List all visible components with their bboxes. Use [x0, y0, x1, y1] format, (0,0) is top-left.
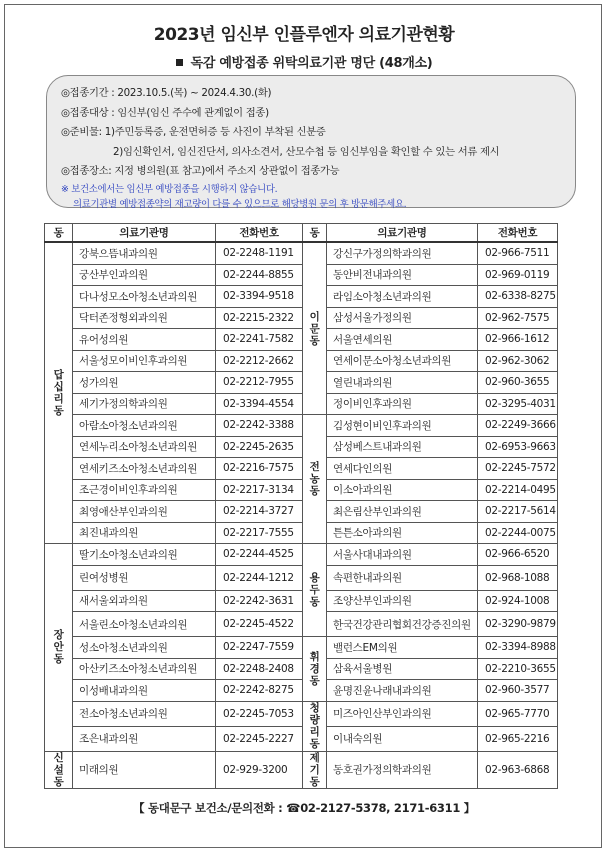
clinic-name-right: 삼육서울병원: [327, 658, 478, 680]
clinic-phone-left: 02-2242-3388: [216, 415, 303, 437]
clinic-name-left: 다나성모소아청소년과의원: [73, 286, 216, 308]
table-row: [45, 479, 558, 501]
clinic-phone-left: 02-2215-2322: [216, 307, 303, 329]
table-row: [45, 393, 558, 415]
clinic-phone-left: 02-3394-4554: [216, 393, 303, 415]
dong-cell-left: [45, 544, 73, 752]
info-place: ◎접종장소: 지정 병의원(표 참고)에서 주소지 상관없이 접종가능: [61, 165, 340, 177]
header-name-left: 의료기관명: [73, 224, 216, 243]
clinic-phone-left: 02-2241-7582: [216, 329, 303, 351]
dong-label: 청량리동: [309, 702, 320, 750]
table-row: [45, 680, 558, 702]
dong-label: 이문동: [309, 310, 320, 347]
dong-label: 장안동: [53, 629, 64, 666]
dong-label: 휘경동: [309, 650, 320, 687]
dong-cell-right: [303, 701, 327, 751]
table-row: [45, 501, 558, 523]
page-subtitle: [0, 52, 608, 71]
clinic-phone-right: 02-2210-3655: [478, 658, 558, 680]
clinic-phone-left: 02-2248-1191: [216, 242, 303, 264]
clinic-name-left: 최진내과의원: [73, 522, 216, 544]
clinic-phone-right: 02-3394-8988: [478, 637, 558, 659]
clinic-phone-right: 02-2245-7572: [478, 458, 558, 480]
clinic-phone-right: 02-6338-8275: [478, 286, 558, 308]
header-name-right: 의료기관명: [327, 224, 478, 243]
clinic-name-left: 강북으뜸내과의원: [73, 242, 216, 264]
clinic-name-right: 동안비전내과의원: [327, 264, 478, 286]
clinic-phone-left: 02-2245-2635: [216, 436, 303, 458]
dong-label: 용두동: [309, 572, 320, 608]
clinic-phone-right: 02-963-6868: [478, 751, 558, 788]
clinic-phone-left: 02-2244-8855: [216, 264, 303, 286]
clinic-phone-right: 02-960-3655: [478, 372, 558, 394]
info-note-2: 의료기관별 예방접종약의 재고량이 다를 수 있으므로 해당병원 문의 후 방문해주세요.: [73, 198, 407, 210]
clinic-name-left: 전소아청소년과의원: [73, 701, 216, 726]
clinic-name-right: 삼성서울가정의원: [327, 307, 478, 329]
clinic-phone-right: 02-2244-0075: [478, 522, 558, 544]
info-box: [46, 75, 576, 208]
clinic-phone-left: 02-2216-7575: [216, 458, 303, 480]
clinic-name-right: 미즈아인산부인과의원: [327, 701, 478, 726]
clinic-name-left: 성소아청소년과의원: [73, 637, 216, 659]
info-prep-1: ◎준비물: 1)주민등록증, 운전면허증 등 사진이 부착된 신분증: [61, 126, 326, 138]
info-target: ◎접종대상 : 임신부(임신 주수에 관계없이 접종): [61, 106, 269, 119]
clinic-name-left: 이성배내과의원: [73, 680, 216, 702]
clinic-name-left: 조근경이비인후과의원: [73, 479, 216, 501]
clinic-phone-left: 02-2212-7955: [216, 372, 303, 394]
clinic-name-left: 세기가정의학과의원: [73, 393, 216, 415]
clinic-name-right: 윤명진윤나래내과의원: [327, 680, 478, 702]
table-row: [45, 436, 558, 458]
clinic-phone-left: 02-2245-4522: [216, 612, 303, 637]
clinic-name-left: 딸기소아청소년과의원: [73, 544, 216, 566]
dong-label: 신설동: [53, 751, 64, 788]
info-note-1: ※ 보건소에서는 임신부 예방접종을 시행하지 않습니다.: [61, 183, 278, 195]
page-title: 2023년 임신부 인플루엔자 의료기관현황: [153, 25, 455, 45]
table-row: [45, 307, 558, 329]
clinic-phone-right: 02-6953-9663: [478, 436, 558, 458]
clinic-name-left: 아람소아청소년과의원: [73, 415, 216, 437]
clinic-phone-left: 02-2212-2662: [216, 350, 303, 372]
header-dong-left: 동: [45, 224, 73, 243]
table-row: [45, 415, 558, 437]
dong-label: 제기동: [309, 751, 320, 788]
clinic-phone-right: 02-965-7770: [478, 701, 558, 726]
clinic-name-left: 서울린소아청소년과의원: [73, 612, 216, 637]
table-row: [45, 726, 558, 751]
clinic-name-right: 라임소아청소년과의원: [327, 286, 478, 308]
clinic-phone-right: 02-968-1088: [478, 565, 558, 590]
table-row: [45, 637, 558, 659]
clinic-name-left: 미래의원: [73, 751, 216, 788]
table-body: [45, 242, 558, 788]
header-tel-right: 전화번호: [478, 224, 558, 243]
clinic-name-left: 궁산부인과의원: [73, 264, 216, 286]
clinic-phone-left: 02-2245-2227: [216, 726, 303, 751]
dong-cell-right: [303, 751, 327, 788]
clinic-phone-right: 02-924-1008: [478, 590, 558, 612]
clinic-phone-left: 02-3394-9518: [216, 286, 303, 308]
table-header-row: [45, 224, 558, 243]
clinic-phone-left: 02-929-3200: [216, 751, 303, 788]
table-row: [45, 286, 558, 308]
clinic-name-left: 조은내과의원: [73, 726, 216, 751]
clinic-phone-right: 02-969-0119: [478, 264, 558, 286]
clinic-name-left: 성가의원: [73, 372, 216, 394]
table-row: [45, 590, 558, 612]
clinic-name-right: 한국건강관리협회건강증진의원: [327, 612, 478, 637]
clinic-name-left: 서울성모이비인후과의원: [73, 350, 216, 372]
clinic-phone-left: 02-2248-2408: [216, 658, 303, 680]
clinic-phone-left: 02-2247-7559: [216, 637, 303, 659]
footer-contact: 【 동대문구 보건소/문의전화 : ☎02-2127-5378, 2171-6311 】: [133, 801, 475, 815]
clinic-name-left: 닥터존정형외과의원: [73, 307, 216, 329]
clinic-name-left: 린여성병원: [73, 565, 216, 590]
clinic-name-right: 조양산부인과의원: [327, 590, 478, 612]
clinic-phone-right: 02-3295-4031: [478, 393, 558, 415]
info-prep-2: 2)임신확인서, 임신진단서, 의사소견서, 산모수첩 등 임신부임을 확인할 수 있는 서류 제시: [113, 145, 500, 158]
clinic-name-left: 유어성의원: [73, 329, 216, 351]
info-period: ◎접종기간 : 2023.10.5.(목) ~ 2024.4.30.(화): [61, 87, 272, 99]
square-bullet-icon: [176, 59, 183, 66]
clinic-phone-right: 02-966-7511: [478, 242, 558, 264]
clinic-phone-right: 02-965-2216: [478, 726, 558, 751]
clinic-phone-left: 02-2242-8275: [216, 680, 303, 702]
dong-cell-left: [45, 751, 73, 788]
clinic-phone-left: 02-2217-7555: [216, 522, 303, 544]
table-row: [45, 458, 558, 480]
subtitle-text: 독감 예방접종 위탁의료기관 명단 (48개소): [190, 56, 433, 71]
dong-label: 전농동: [309, 461, 320, 497]
clinic-phone-left: 02-2242-3631: [216, 590, 303, 612]
table-row: [45, 350, 558, 372]
clinic-phone-right: 02-960-3577: [478, 680, 558, 702]
table-row: [45, 522, 558, 544]
clinic-name-right: 튼튼소아과의원: [327, 522, 478, 544]
clinic-phone-right: 02-962-3062: [478, 350, 558, 372]
clinic-phone-left: 02-2214-3727: [216, 501, 303, 523]
table-row: [45, 565, 558, 590]
clinic-name-right: 연세다인의원: [327, 458, 478, 480]
dong-cell-right: [303, 242, 327, 415]
clinic-phone-left: 02-2217-3134: [216, 479, 303, 501]
clinic-name-left: 새서울외과의원: [73, 590, 216, 612]
table-row: [45, 544, 558, 566]
clinic-phone-right: 02-966-6520: [478, 544, 558, 566]
clinic-name-left: 최영애산부인과의원: [73, 501, 216, 523]
clinic-name-right: 연세이문소아청소년과의원: [327, 350, 478, 372]
clinic-name-right: 밸런스EM의원: [327, 637, 478, 659]
table-row: [45, 658, 558, 680]
clinic-phone-right: 02-2249-3666: [478, 415, 558, 437]
clinic-phone-right: 02-966-1612: [478, 329, 558, 351]
table-row: [45, 612, 558, 637]
clinic-phone-right: 02-962-7575: [478, 307, 558, 329]
dong-label: 답십리동: [53, 369, 64, 417]
table-row: [45, 242, 558, 264]
clinic-name-right: 강신구가정의학과의원: [327, 242, 478, 264]
clinic-name-right: 속편한내과의원: [327, 565, 478, 590]
table-row: [45, 264, 558, 286]
clinic-name-left: 연세키즈소아청소년과의원: [73, 458, 216, 480]
clinic-phone-left: 02-2245-7053: [216, 701, 303, 726]
clinic-name-right: 이소아과의원: [327, 479, 478, 501]
clinic-name-right: 김성현이비인후과의원: [327, 415, 478, 437]
dong-cell-left: [45, 242, 73, 544]
clinic-name-right: 동호권가정의학과의원: [327, 751, 478, 788]
clinic-phone-left: 02-2244-1212: [216, 565, 303, 590]
clinic-name-right: 이내숙의원: [327, 726, 478, 751]
table-row: [45, 329, 558, 351]
clinic-table: [44, 223, 558, 789]
clinic-name-right: 최은림산부인과의원: [327, 501, 478, 523]
header-tel-left: 전화번호: [216, 224, 303, 243]
clinic-name-right: 서울사대내과의원: [327, 544, 478, 566]
table-row: [45, 372, 558, 394]
table-row: [45, 751, 558, 788]
clinic-name-left: 연세누리소아청소년과의원: [73, 436, 216, 458]
table-row: [45, 701, 558, 726]
header-dong-right: 동: [303, 224, 327, 243]
clinic-name-right: 열린내과의원: [327, 372, 478, 394]
dong-cell-right: [303, 637, 327, 702]
clinic-phone-right: 02-3290-9879: [478, 612, 558, 637]
clinic-name-left: 아산키즈소아청소년과의원: [73, 658, 216, 680]
clinic-name-right: 삼성베스트내과의원: [327, 436, 478, 458]
clinic-name-right: 정이비인후과의원: [327, 393, 478, 415]
clinic-phone-right: 02-2214-0495: [478, 479, 558, 501]
dong-cell-right: [303, 415, 327, 544]
dong-cell-right: [303, 544, 327, 637]
clinic-phone-right: 02-2217-5614: [478, 501, 558, 523]
clinic-phone-left: 02-2244-4525: [216, 544, 303, 566]
clinic-name-right: 서울연세의원: [327, 329, 478, 351]
